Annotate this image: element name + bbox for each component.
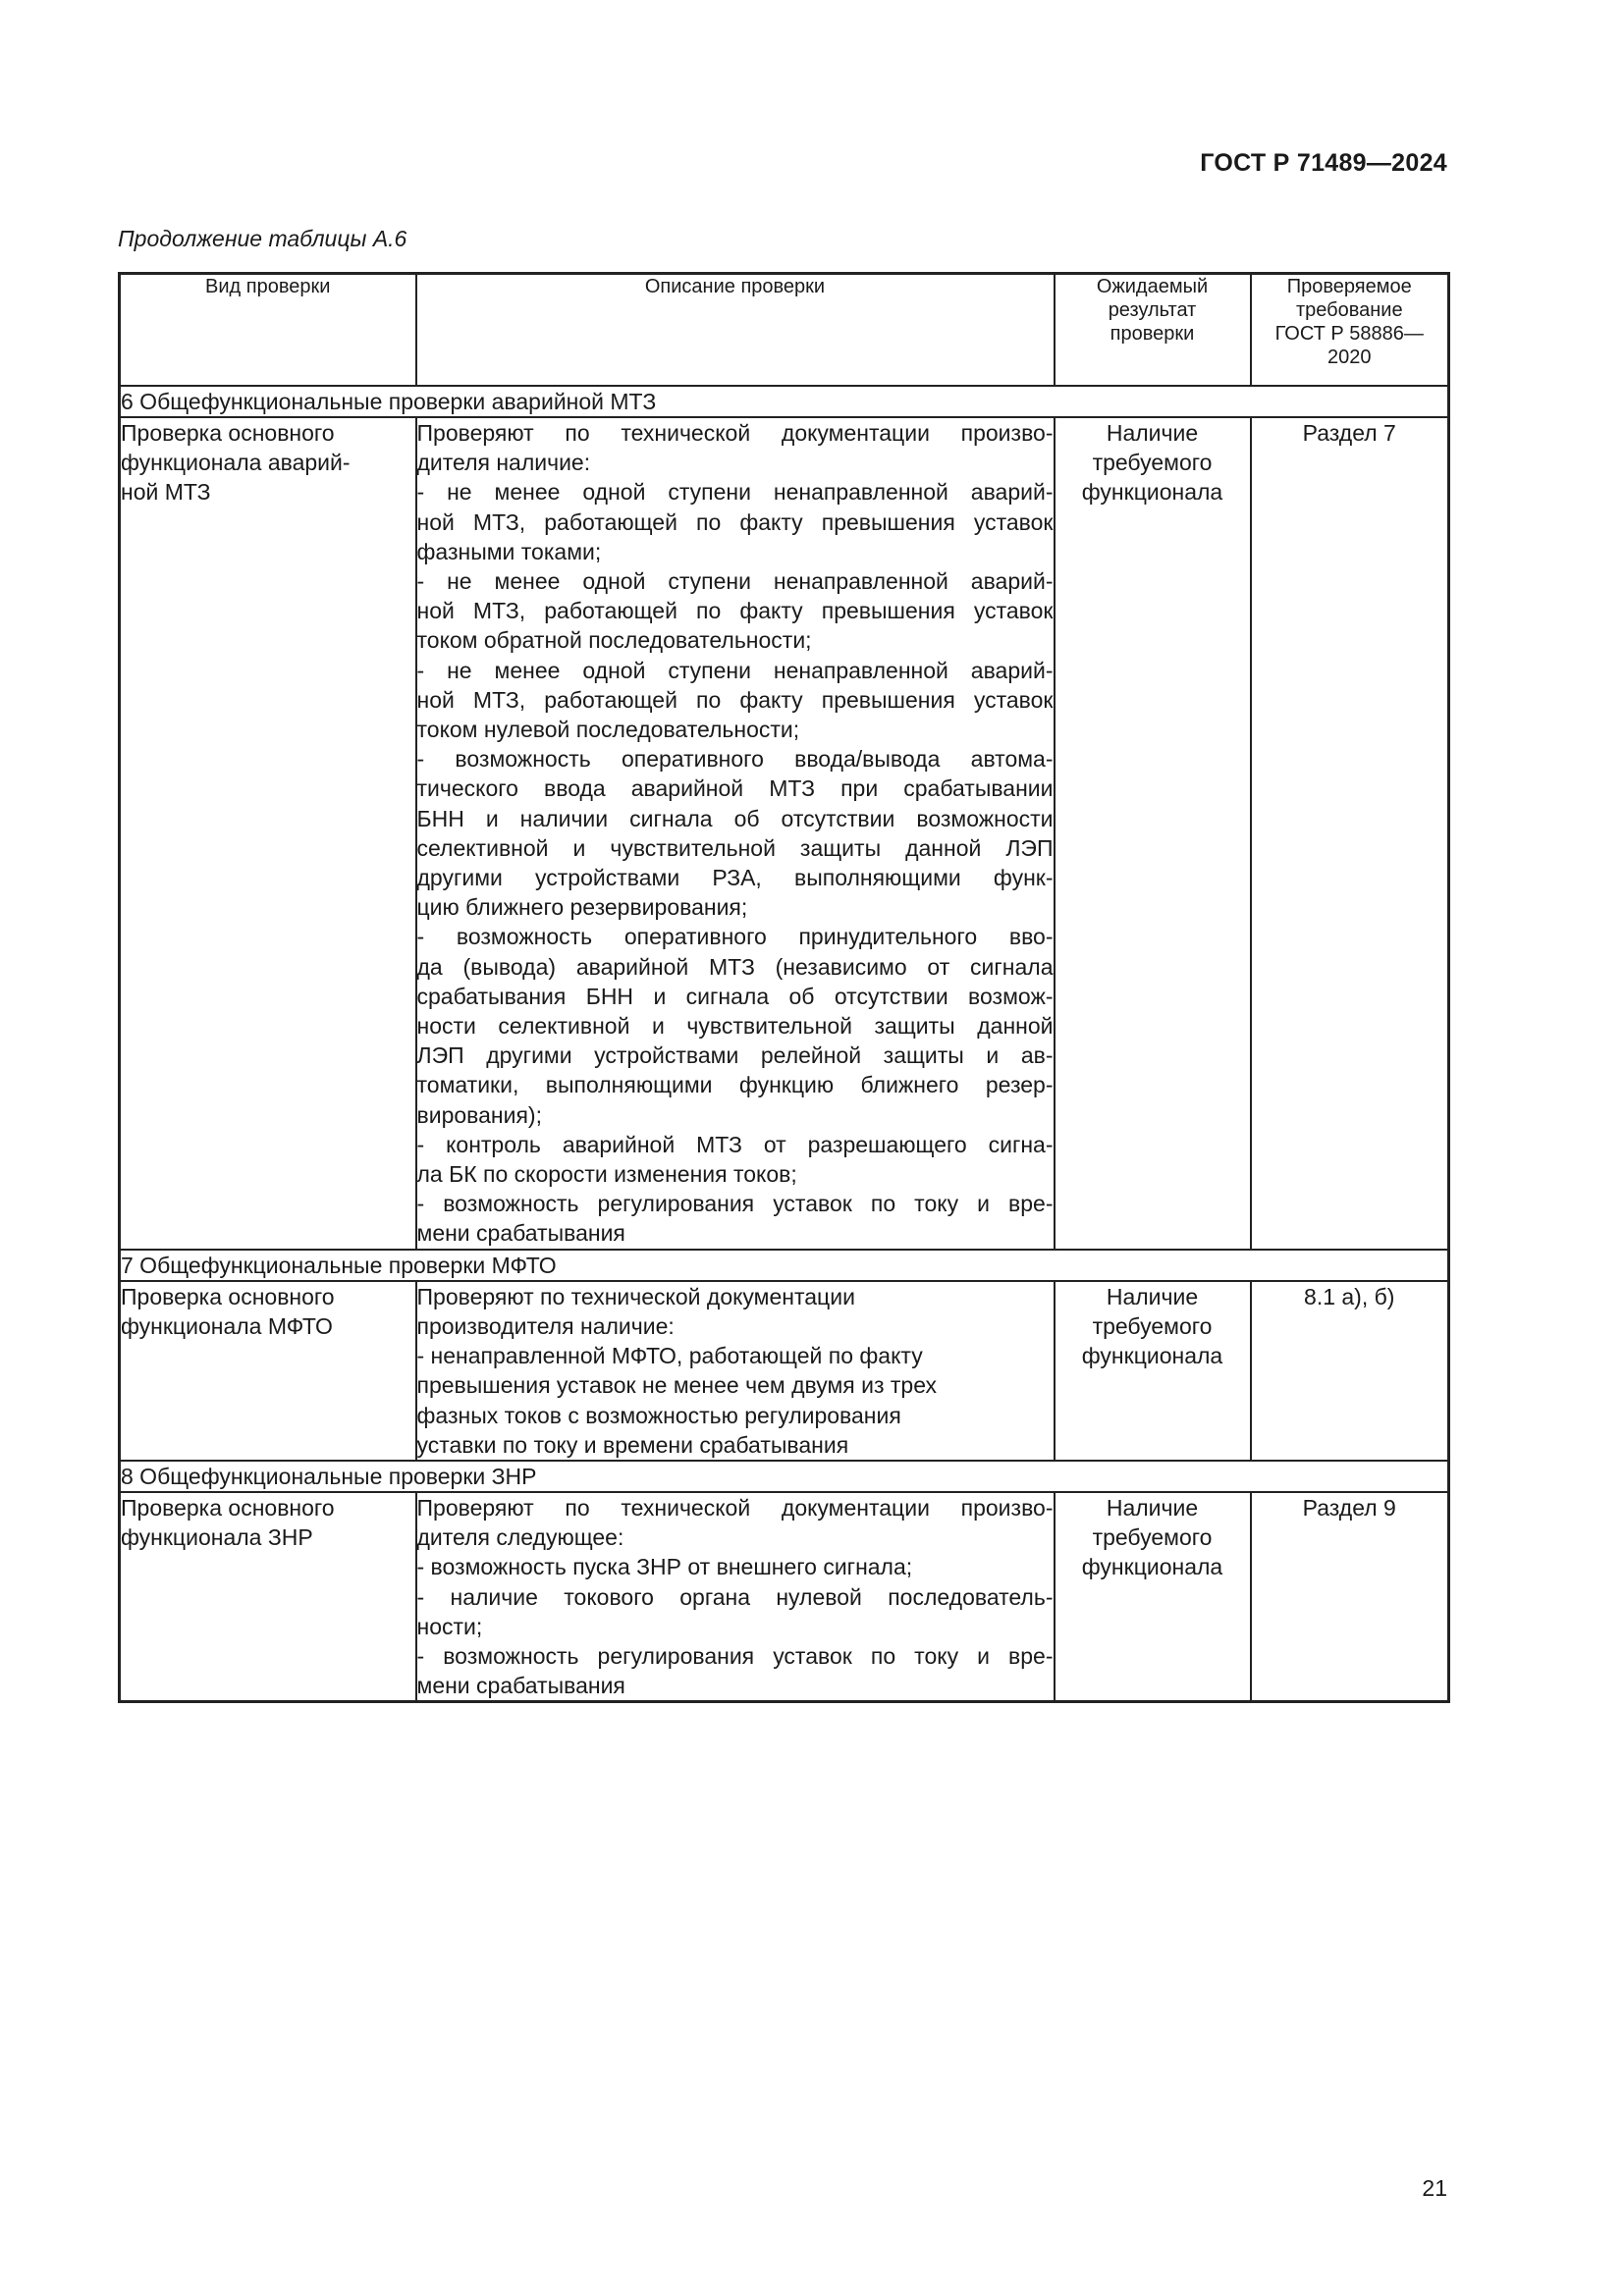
description-line: производителя наличие: (416, 1312, 675, 1339)
header-line: проверки (1110, 323, 1195, 345)
check-type-line: функционала ЗНР (121, 1524, 313, 1551)
checks-table (118, 272, 1450, 1703)
description-line: мени срабатывания (416, 1673, 625, 1699)
description-line: уставки по току и времени срабатывания (416, 1431, 849, 1458)
check-type-line: функционала аварий- (121, 450, 351, 476)
expected-result-cell (1055, 417, 1251, 1250)
description-line: ЛЭП другими устройствами релейной защиты и ав- (416, 1042, 1054, 1069)
description-line: - возможность регулирования уставок по току и вре- (416, 1191, 1054, 1217)
description-line: - контроль аварийной МТЗ от разрешающего сигна- (416, 1131, 1054, 1157)
result-line: функционала (1081, 479, 1223, 506)
result-line: Наличие (1106, 1494, 1199, 1521)
header-requirement (1251, 274, 1449, 387)
description-line: мени срабатывания (416, 1220, 625, 1247)
header-line: ГОСТ Р 58886— (1274, 323, 1424, 345)
description-line: - возможность регулирования уставок по току и вре- (416, 1642, 1054, 1669)
description-line: превышения уставок не менее чем двумя из трех (416, 1372, 938, 1399)
description-line: фазных токов с возможностью регулирования (416, 1402, 901, 1428)
description-line: током нулевой последовательности; (416, 717, 800, 743)
requirement-cell: 8.1 а), б) (1251, 1281, 1449, 1461)
description-line: фазными токами; (416, 538, 602, 564)
description-line: - ненаправленной МФТО, работающей по факту (416, 1343, 923, 1369)
description-line: другими устройствами РЗА, выполняющими функ- (416, 865, 1054, 891)
description-line: срабатывания БНН и сигнала об отсутствии возмож- (416, 983, 1054, 1009)
description-line: дителя следующее: (416, 1524, 624, 1551)
expected-result-cell (1055, 1281, 1251, 1461)
description-line: - наличие токового органа нулевой последователь- (416, 1583, 1054, 1610)
requirement-cell: Раздел 9 (1251, 1492, 1449, 1702)
description-cell (416, 1281, 1055, 1461)
section-row (120, 1250, 1449, 1281)
table-row (120, 417, 1449, 1250)
description-line: ла БК по скорости изменения токов; (416, 1161, 797, 1188)
section-title: 6 Общефункциональные проверки аварийной МТЗ (120, 386, 1449, 417)
check-type-line: Проверка основного (121, 420, 335, 446)
check-type-cell (120, 1281, 416, 1461)
check-type-cell (120, 1492, 416, 1702)
description-line: - не менее одной ступени ненаправленной аварий- (416, 568, 1054, 595)
description-line: тического ввода аварийной МТЗ при срабатывании (416, 775, 1054, 802)
description-line: цию ближнего резервирования; (416, 894, 748, 921)
requirement-cell: Раздел 7 (1251, 417, 1449, 1250)
check-type-cell (120, 417, 416, 1250)
page-number: 21 (1422, 2175, 1447, 2201)
section-title: 8 Общефункциональные проверки ЗНР (120, 1461, 1449, 1492)
description-line: томатики, выполняющими функцию ближнего резер- (416, 1072, 1054, 1098)
description-line: ности селективной и чувствительной защиты данной (416, 1013, 1054, 1040)
result-line: функционала (1081, 1343, 1223, 1369)
description-line: - возможность пуска ЗНР от внешнего сигнала; (416, 1554, 913, 1580)
section-title: 7 Общефункциональные проверки МФТО (120, 1250, 1449, 1281)
section-row (120, 1461, 1449, 1492)
description-line: - возможность оперативного принудительного вво- (416, 924, 1054, 950)
result-line: функционала (1081, 1554, 1223, 1580)
description-line: ной МТЗ, работающей по факту превышения уставок (416, 686, 1054, 713)
description-line: Проверяют по технической документации произво- (416, 1494, 1054, 1521)
result-line: требуемого (1092, 1524, 1213, 1551)
description-line: - не менее одной ступени ненаправленной аварий- (416, 479, 1054, 506)
description-line: - не менее одной ступени ненаправленной аварий- (416, 657, 1054, 683)
result-line: Наличие (1106, 420, 1199, 446)
table-header-row (120, 274, 1449, 387)
header-line: Ожидаемый (1096, 276, 1209, 297)
result-line: Наличие (1106, 1283, 1199, 1309)
result-line: требуемого (1092, 1312, 1213, 1339)
description-line: - возможность оперативного ввода/вывода автома- (416, 746, 1054, 773)
description-line: вирования); (416, 1101, 542, 1128)
description-line: селективной и чувствительной защиты данной ЛЭП (416, 834, 1054, 861)
table-row (120, 1281, 1449, 1461)
document-code: ГОСТ Р 71489—2024 (1200, 149, 1447, 177)
description-line: да (вывода) аварийной МТЗ (независимо от сигнала (416, 953, 1054, 980)
header-line: 2020 (1327, 347, 1372, 368)
section-row (120, 386, 1449, 417)
expected-result-cell (1055, 1492, 1251, 1702)
description-line: ной МТЗ, работающей по факту превышения уставок (416, 508, 1054, 535)
check-type-line: функционала МФТО (121, 1312, 333, 1339)
check-type-line: Проверка основного (121, 1283, 335, 1309)
header-description: Описание проверки (416, 274, 1055, 387)
result-line: требуемого (1092, 450, 1213, 476)
description-line: ности; (416, 1613, 483, 1639)
table-row (120, 1492, 1449, 1702)
description-line: током обратной последовательности; (416, 627, 812, 654)
description-line: Проверяют по технической документации произво- (416, 420, 1054, 446)
description-line: дителя наличие: (416, 450, 591, 476)
table-caption: Продолжение таблицы А.6 (118, 226, 407, 251)
description-line: Проверяют по технической документации (416, 1283, 855, 1309)
check-type-line: ной МТЗ (121, 479, 211, 506)
header-line: Проверяемое (1286, 276, 1412, 297)
header-expected-result (1055, 274, 1251, 387)
header-check-type: Вид проверки (120, 274, 416, 387)
description-cell (416, 1492, 1055, 1702)
description-cell (416, 417, 1055, 1250)
description-line: ной МТЗ, работающей по факту превышения уставок (416, 598, 1054, 624)
check-type-line: Проверка основного (121, 1494, 335, 1521)
description-line: БНН и наличии сигнала об отсутствии возможности (416, 805, 1054, 831)
header-line: результат (1108, 299, 1197, 321)
header-line: требование (1295, 299, 1403, 321)
